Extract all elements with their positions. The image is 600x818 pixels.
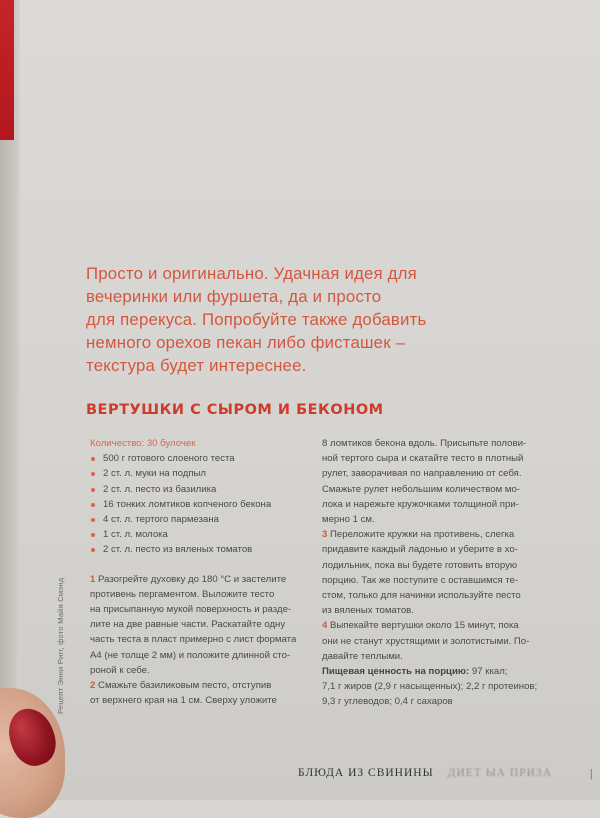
step-1-line <box>90 572 308 587</box>
nutrition-label: Пищевая ценность на порцию: <box>322 666 470 678</box>
step-2-text: Смажьте базиликовым песто, отступив <box>98 680 272 692</box>
step-2-cont-line: мерно 1 см. <box>322 514 375 526</box>
nutrition-line: 7,1 г жиров (2,9 г насыщенных); 2,2 г протеинов; <box>322 681 538 693</box>
intro-line: для перекуса. Попробуйте также добавить <box>86 310 427 329</box>
step-1-line: роной к себе. <box>90 664 150 676</box>
quantity-line: Количество: 30 булочек <box>90 438 196 449</box>
step-2-cont-line: рулет, заворачивая по направлению от себя. <box>322 468 522 480</box>
intro-line: Просто и оригинально. Удачная идея для <box>86 264 417 283</box>
ingredient-item: 2 ст. л. песто из вяленых томатов <box>90 542 308 557</box>
footer-faded-text: ДИЕТ ЫА ПРИЗА <box>447 767 552 779</box>
step-2-number: 2 <box>90 680 96 692</box>
photo-credit: Рецепт Энни Ригг, фото Майя Смэнд <box>56 577 65 714</box>
step-3-line: лодильник, пока вы будете готовить вторую <box>322 559 518 571</box>
step-4-text: Выпекайте вертушки около 15 минут, пока <box>330 620 519 632</box>
step-3-text: Переложите кружки на противень, слегка <box>330 529 515 541</box>
step-4-line: давайте теплыми. <box>322 650 403 662</box>
running-footer <box>298 767 552 779</box>
step-2-cont-line: Смажьте рулет небольшим количеством мо- <box>322 483 520 495</box>
step-2-cont-line: ной тертого сыра и скатайте тесто в плотный <box>322 453 524 465</box>
step-4-number: 4 <box>322 620 328 632</box>
step-3-line: из вяленых томатов. <box>322 605 414 617</box>
step-2-line <box>90 678 308 693</box>
intro-line: вечеринки или фуршета, да и просто <box>86 287 382 306</box>
ingredient-item: 16 тонких ломтиков копченого бекона <box>90 497 308 512</box>
step-1-line: на присыпанную мукой поверхность и разде- <box>90 604 292 616</box>
step-1-line: противень пергаментом. Выложите тесто <box>90 588 275 600</box>
step-1-line: лите на две равные части. Раскатайте одну <box>90 619 286 631</box>
right-column <box>322 436 572 710</box>
intro-line: текстура будет интереснее. <box>86 356 307 375</box>
left-column <box>90 436 308 708</box>
step-2-cont-line: лока и нарежьте кружочками толщиной при- <box>322 498 519 510</box>
intro-paragraph <box>86 262 566 377</box>
ingredient-item: 2 ст. л. песто из базилика <box>90 482 308 497</box>
red-cover-edge <box>0 0 14 140</box>
ingredient-item: 4 ст. л. тертого пармезана <box>90 512 308 527</box>
step-3-line: придавите каждый ладонью и уберите в хо- <box>322 544 518 556</box>
step-4-line: они не станут хрустящими и золотистыми. По- <box>322 635 530 647</box>
nutrition-line <box>322 664 572 679</box>
ingredient-item: 2 ст. л. муки на подпыл <box>90 466 308 481</box>
step-1-number: 1 <box>90 573 96 585</box>
footer-section-title: БЛЮДА ИЗ СВИНИНЫ <box>298 767 434 779</box>
step-1-line: часть теста в пласт примерно с лист формата <box>90 634 297 646</box>
page-number-fragment: | <box>590 766 593 780</box>
nutrition-calories: 97 ккал; <box>471 666 508 678</box>
ingredient-item: 1 ст. л. молока <box>90 527 308 542</box>
step-3-number: 3 <box>322 529 328 541</box>
step-2-cont-line: 8 ломтиков бекона вдоль. Присыпьте полови- <box>322 438 527 449</box>
intro-line: немного орехов пекан либо фисташек – <box>86 333 406 352</box>
step-1-line: А4 (не толще 2 мм) и положите длинной сто- <box>90 649 291 661</box>
step-2-line: от верхнего края на 1 см. Сверху уложите <box>90 695 277 707</box>
step-3-line: порцию. Так же поступите с оставшимся те- <box>322 574 519 586</box>
step-1-text: Разогрейте духовку до 180 °С и застелите <box>98 573 287 585</box>
step-3-line <box>322 527 572 542</box>
nutrition-line: 9,3 г углеводов; 0,4 г сахаров <box>322 696 453 708</box>
recipe-title: ВЕРТУШКИ С СЫРОМ И БЕКОНОМ <box>86 402 384 418</box>
step-4-line <box>322 618 572 633</box>
ingredient-item: 500 г готового слоеного теста <box>90 451 308 466</box>
step-3-line: стом, только для начинки используйте песто <box>322 590 521 602</box>
